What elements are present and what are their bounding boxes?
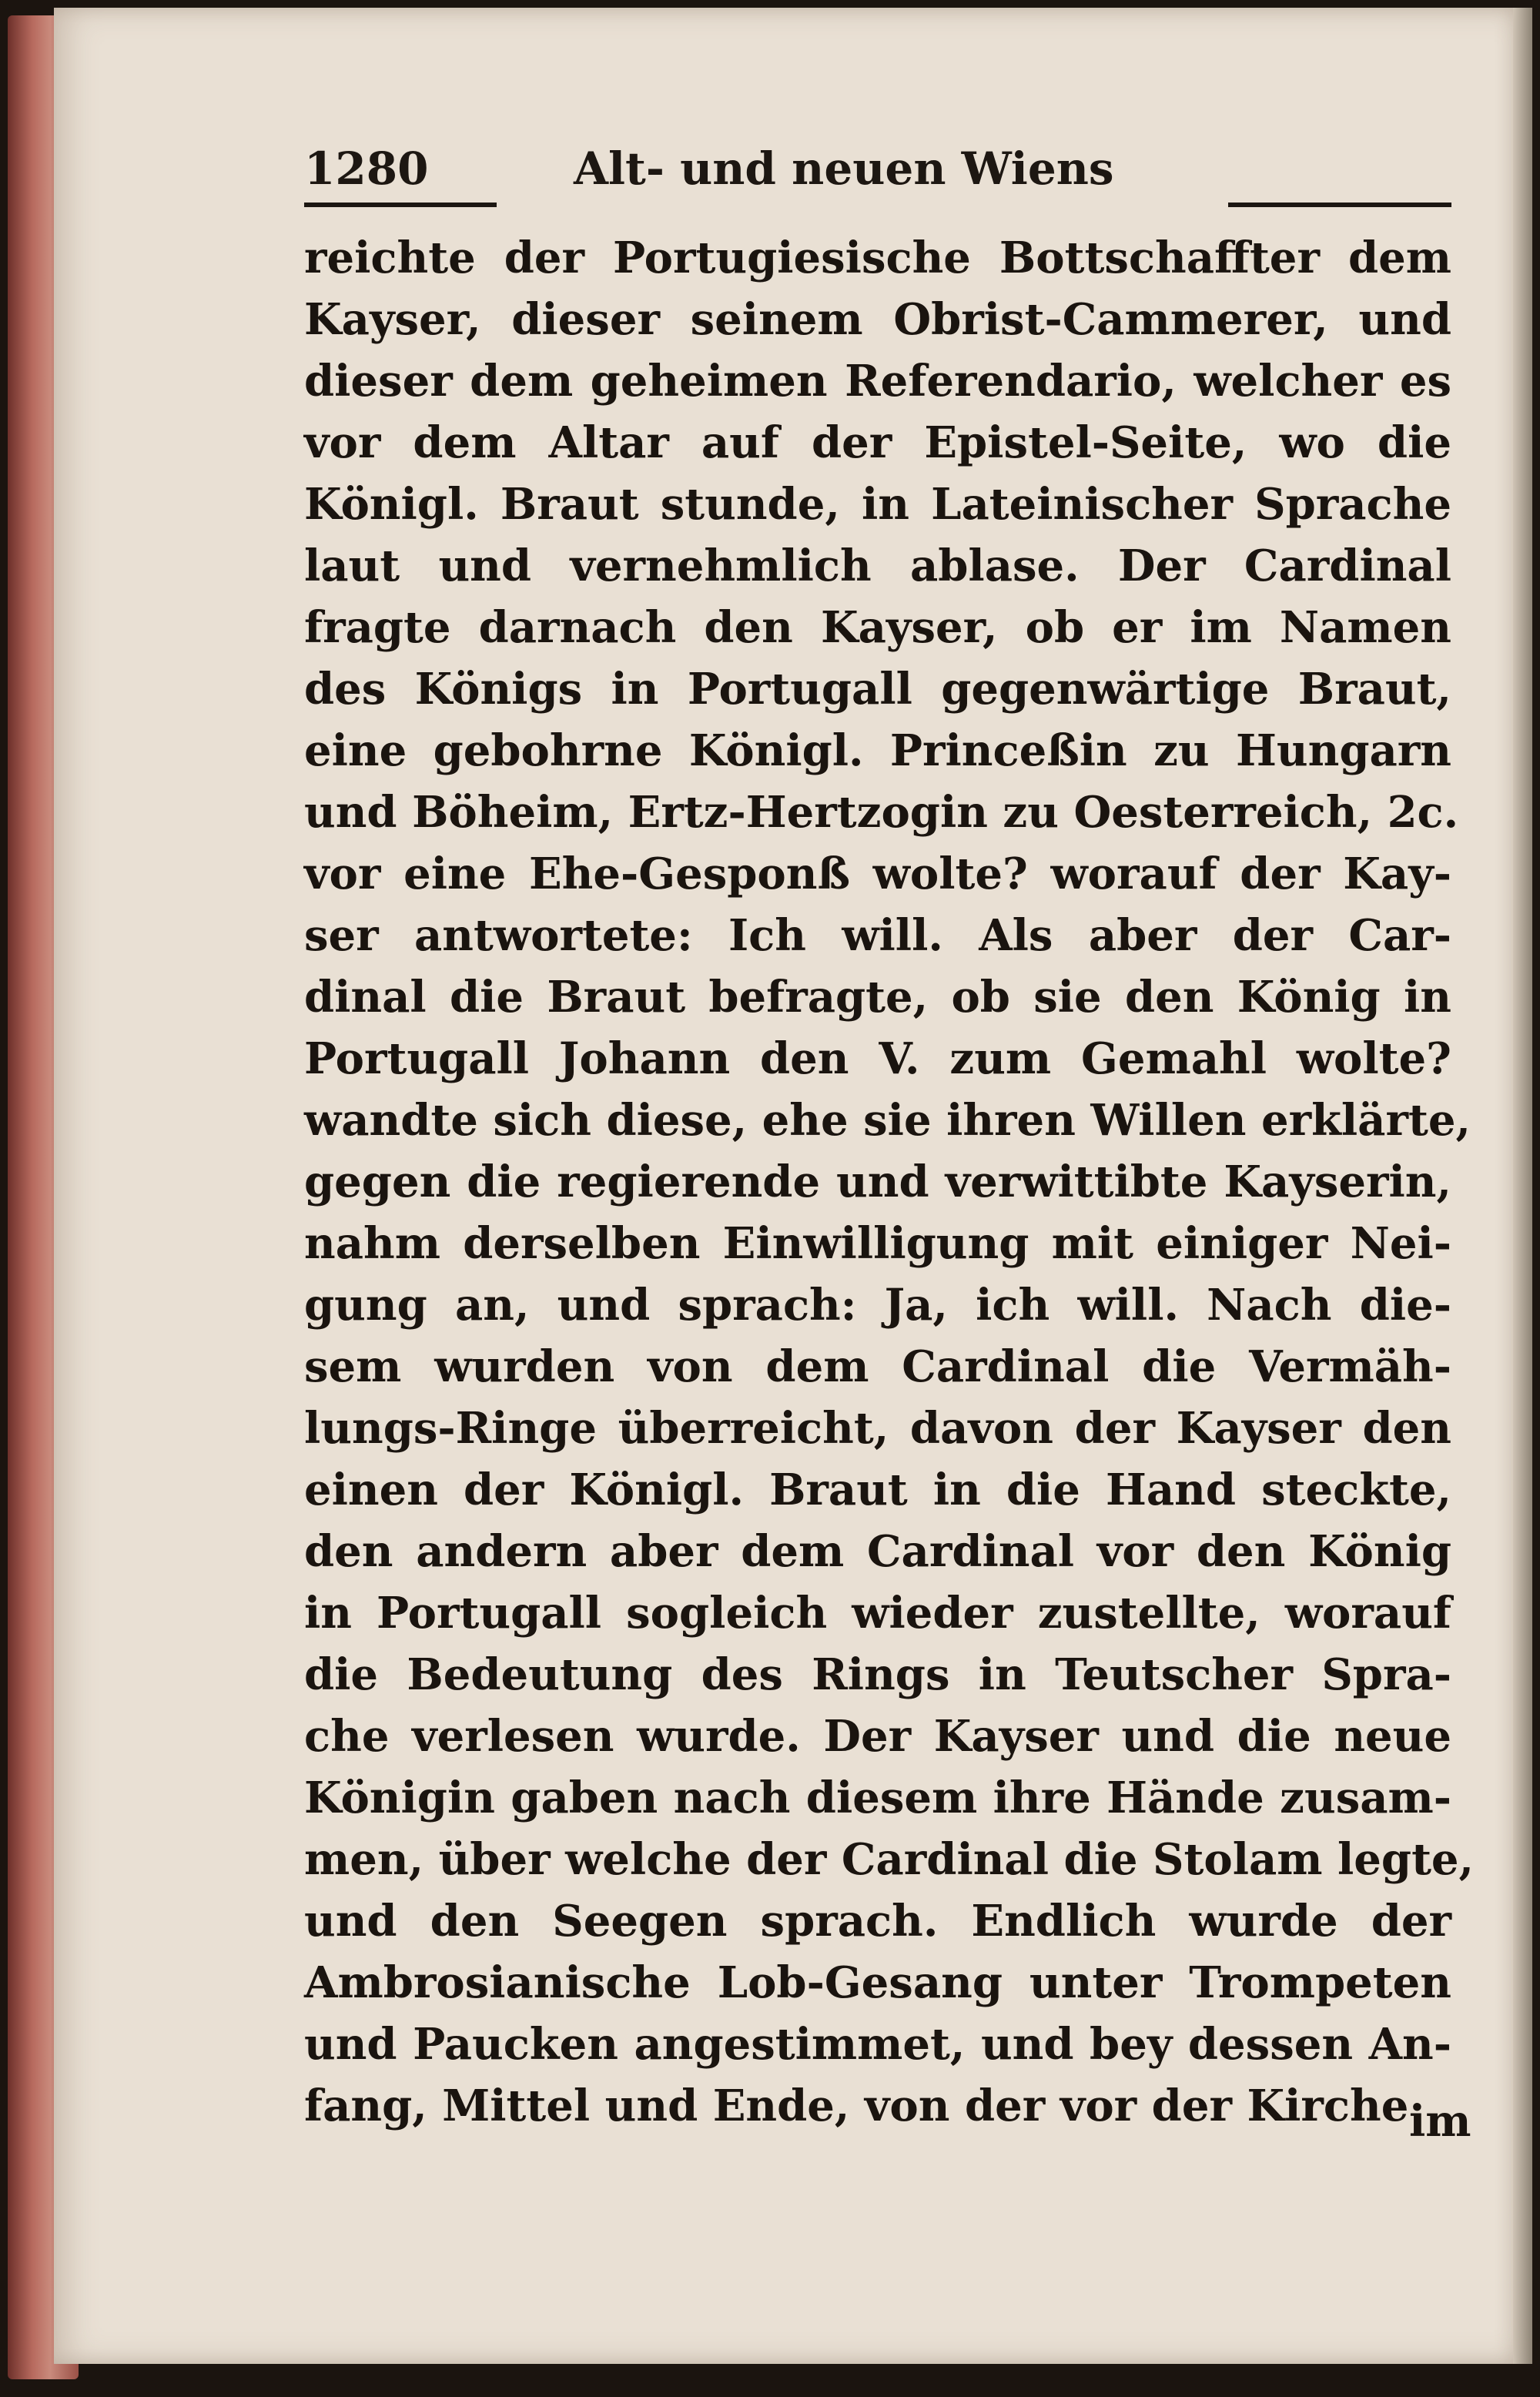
text-line: in Portugall sogleich wieder zustellte, worauf: [304, 1588, 1451, 1639]
text-line: wandte sich diese, ehe sie ihren Willen erklärte,: [304, 1095, 1471, 1146]
text-line: Königl. Braut stunde, in Lateinischer Sprache: [304, 479, 1451, 530]
text-line: Kayser, dieser seinem Obrist-Cammerer, und: [304, 294, 1451, 345]
text-line: dinal die Braut befragte, ob sie den König in: [304, 972, 1451, 1023]
body-text: [304, 227, 1475, 2137]
catchword: im: [1409, 2096, 1471, 2147]
header-rule-right: [1228, 203, 1451, 207]
text-line: vor dem Altar auf der Epistel-Seite, wo die: [304, 417, 1451, 468]
page-header: [304, 142, 1451, 212]
text-line: gung an, und sprach: Ja, ich will. Nach die-: [304, 1280, 1451, 1331]
text-line: ser antwortete: Ich will. Als aber der Car-: [304, 910, 1451, 961]
text-line: gegen die regierende und verwittibte Kayserin,: [304, 1157, 1451, 1207]
text-line: sem wurden von dem Cardinal die Vermäh-: [304, 1341, 1451, 1392]
text-line: eine gebohrne Königl. Princeßin zu Hungarn: [304, 725, 1451, 776]
text-line: und Paucken angestimmet, und bey dessen An-: [304, 2019, 1451, 2070]
text-line: laut und vernehmlich ablase. Der Cardinal: [304, 541, 1451, 591]
text-line: nahm derselben Einwilligung mit einiger Nei-: [304, 1218, 1451, 1269]
text-line: che verlesen wurde. Der Kayser und die neue: [304, 1711, 1451, 1762]
text-line: men, über welche der Cardinal die Stolam legte,: [304, 1834, 1475, 1885]
text-line: Königin gaben nach diesem ihre Hände zusam-: [304, 1773, 1451, 1823]
running-title: Alt- und neuen Wiens: [574, 142, 1114, 195]
text-line: einen der Königl. Braut in die Hand steckte,: [304, 1465, 1451, 1515]
text-line: die Bedeutung des Rings in Teutscher Spra-: [304, 1649, 1451, 1700]
page-number: 1280: [304, 142, 429, 195]
text-line: und den Seegen sprach. Endlich wurde der: [304, 1896, 1451, 1947]
text-line: des Königs in Portugall gegenwärtige Braut,: [304, 664, 1451, 715]
text-line: fang, Mittel und Ende, von der vor der Kirche: [304, 2081, 1409, 2131]
text-line: lungs-Ringe überreicht, davon der Kayser den: [304, 1403, 1451, 1454]
text-line: dieser dem geheimen Referendario, welcher es: [304, 356, 1451, 407]
header-rule-left: [304, 203, 497, 207]
text-line: den andern aber dem Cardinal vor den König: [304, 1526, 1451, 1577]
text-line: und Böheim, Ertz-Hertzogin zu Oesterreich, 2c.: [304, 787, 1459, 838]
text-line: Portugall Johann den V. zum Gemahl wolte?: [304, 1033, 1451, 1084]
text-line: fragte darnach den Kayser, ob er im Namen: [304, 602, 1451, 653]
text-line: reichte der Portugiesische Bottschaffter dem: [304, 233, 1451, 283]
text-line: Ambrosianische Lob-Gesang unter Trompeten: [304, 1957, 1451, 2008]
page-edge: [1513, 8, 1532, 2364]
text-line: vor eine Ehe-Gesponß wolte? worauf der Kay-: [304, 849, 1451, 899]
